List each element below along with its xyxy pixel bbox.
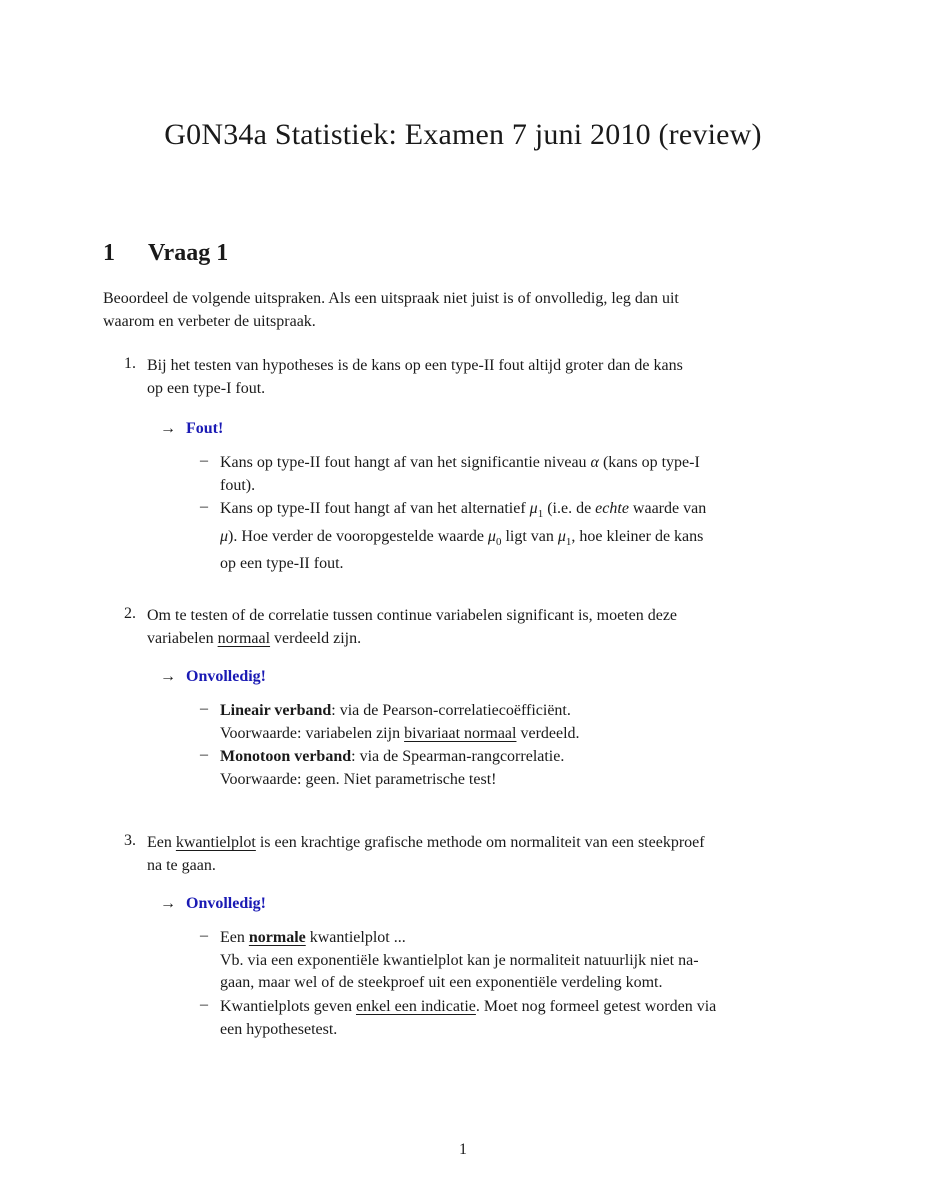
verdict [160, 895, 266, 913]
mu-symbol: μ [487, 527, 496, 545]
text-span: Voorwaarde: variabelen zijn [220, 724, 401, 742]
item-statement [147, 605, 815, 650]
dash-icon: – [200, 452, 208, 469]
section-number: 1 [103, 240, 115, 266]
arrow-icon: → [160, 420, 176, 437]
text-span: verdeeld zijn. [274, 629, 362, 647]
dash-icon: – [200, 927, 208, 944]
text-span: een hypothesetest. [220, 1020, 338, 1038]
section-title: Vraag 1 [148, 240, 229, 266]
item-number: 3. [124, 832, 136, 849]
verdict-label: Onvolledig! [186, 895, 267, 912]
intro-line: Beoordeel de volgende uitspraken. Als een uitspraak niet juist is of onvolledig, leg dan uit [103, 290, 679, 307]
text-span: (kans op type-I [602, 454, 700, 471]
page-number: 1 [459, 1141, 467, 1158]
item-number: 1. [124, 355, 136, 372]
bullet-text [220, 927, 812, 995]
document-title: G0N34a Statistiek: Examen 7 juni 2010 (review) [164, 118, 762, 151]
item-statement [147, 355, 815, 400]
section-intro [103, 288, 823, 333]
subscript: 1 [537, 508, 544, 521]
verdict [160, 420, 223, 438]
text-span: , hoe kleiner de kans [571, 527, 704, 545]
bullet-text [220, 746, 812, 791]
verdict-label: Fout! [186, 420, 224, 437]
arrow-icon: → [160, 668, 176, 685]
item-number: 2. [124, 605, 136, 622]
bold-underlined-term: normale [248, 929, 306, 946]
text-span: gaan, maar wel of de steekproef uit een exponentiële verdeling komt. [220, 974, 663, 991]
text-span: verdeeld. [520, 724, 580, 742]
text-span: fout). [220, 476, 256, 494]
statement-line: op een type-I fout. [147, 379, 266, 397]
section-heading [103, 240, 228, 267]
verdict [160, 668, 266, 686]
dash-icon: – [200, 996, 208, 1013]
text-span: variabelen [147, 629, 214, 647]
bullet-text [220, 700, 812, 745]
statement-line: Om te testen of de correlatie tussen continue variabelen significant is, moeten deze [147, 607, 678, 624]
text-span: . Moet nog formeel getest worden via [475, 998, 717, 1015]
text-span: Een [220, 929, 245, 946]
text-span: Een [147, 834, 172, 851]
dash-icon: – [200, 700, 208, 717]
text-span: : via de Pearson-correlatiecoëfficiënt. [331, 702, 571, 719]
statement-line: na te gaan. [147, 856, 216, 874]
subscript: 0 [495, 535, 502, 548]
text-span: ligt van [505, 527, 554, 545]
text-span: Kans op type-II fout hangt af van het alternatief [220, 500, 526, 517]
text-span: Kans op type-II fout hangt af van het significantie niveau [220, 454, 587, 471]
text-span: Vb. via een exponentiële kwantielplot kan je normaliteit natuurlijk niet na- [220, 951, 699, 969]
mu-symbol: μ [557, 527, 566, 545]
text-span: (i.e. de [547, 500, 592, 517]
bold-term: Monotoon verband [220, 748, 352, 765]
bullet-text [220, 996, 812, 1041]
text-span: Kwantielplots geven [220, 998, 352, 1015]
bullet-text [220, 498, 812, 576]
intro-line: waarom en verbeter de uitspraak. [103, 312, 316, 330]
text-span: : via de Spearman-rangcorrelatie. [351, 748, 565, 765]
underlined-term: normaal [217, 629, 271, 647]
text-span: op een type-II fout. [220, 555, 344, 573]
dash-icon: – [200, 498, 208, 515]
verdict-label: Onvolledig! [186, 668, 267, 685]
subscript: 1 [565, 535, 572, 548]
text-span: is een krachtige grafische methode om normaliteit van een steekproef [259, 834, 705, 851]
mu-symbol: μ [220, 527, 229, 545]
statement-line: Bij het testen van hypotheses is de kans op een type-II fout altijd groter dan de kans [147, 357, 683, 374]
bold-term: Lineair verband [220, 702, 332, 719]
underlined-term: kwantielplot [175, 834, 256, 851]
text-span: waarde van [632, 500, 707, 517]
alpha-symbol: α [590, 454, 599, 471]
text-span: ). Hoe verder de vooropgestelde waarde [228, 527, 484, 545]
mu-symbol: μ [529, 500, 538, 517]
underlined-term: bivariaat normaal [404, 724, 517, 742]
bullet-text [220, 452, 812, 497]
item-statement [147, 832, 815, 877]
emphasis: echte [595, 500, 629, 517]
text-span: Voorwaarde: geen. Niet parametrische test! [220, 770, 497, 788]
arrow-icon: → [160, 895, 176, 912]
underlined-term: enkel een indicatie [355, 998, 476, 1015]
dash-icon: – [200, 746, 208, 763]
text-span: kwantielplot ... [309, 929, 406, 946]
